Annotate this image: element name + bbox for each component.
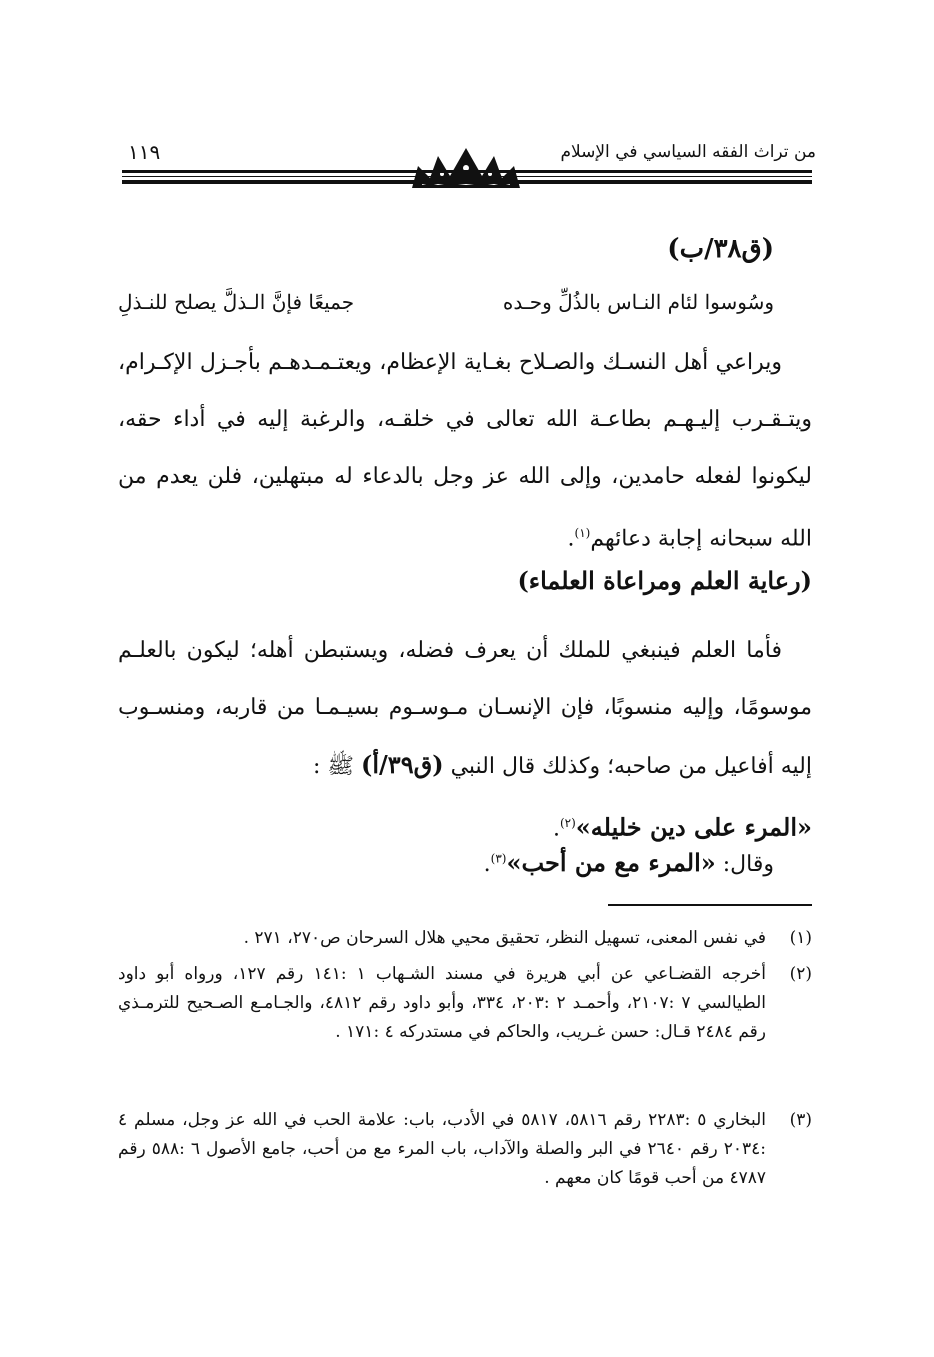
footnote-number: (٣) xyxy=(789,1110,812,1130)
paragraph-text: ويراعي أهل النسـك والصـلاح بغـاية الإعظام، ويعتـمـدهـم بأجـزل الإكـرام، ويتـقـرب إليـهـم بطاعـة الله تعالى في خلقـه، والرغبة إليه في أداء حقه، ليكونوا لفعله حامدين، وإلى الله عز وجل بالدعاء له مبتهلين، فلن يعدم من الله سبحانه إجابة دعائهم xyxy=(118,350,812,552)
paragraph-text: وقال: xyxy=(722,852,774,877)
footnote-ref: (٣) xyxy=(490,851,507,866)
section-heading: (رعاية العلم ومراعاة العلماء) xyxy=(517,566,812,595)
footnote-text: أخرجه القضـاعي عن أبي هريرة في مسند الشـهاب ١ :١٤١ رقم ١٢٧، ورواه أبو داود الطيالسي ٧ :٢١٠٧، وأحمـد ٢ :٢٠٣، ٣٣٤، وأبو داود رقم ٤٨١٢، والجـامـع الصـحيح للترمـذي رقم ٢٤٨٤ قـال: حسن غـريب، والحاكم في مستدركه ٤ :١٧١ . xyxy=(118,964,767,1042)
salutation: ﷺ : xyxy=(313,754,354,779)
header-rule-bottom xyxy=(122,180,812,184)
paragraph-end: . xyxy=(552,816,560,842)
footnote-separator xyxy=(608,904,812,906)
paragraph xyxy=(118,622,812,857)
footnote-number: (١) xyxy=(789,928,812,948)
paragraph xyxy=(484,848,774,877)
paragraph-text: فأما العلم فينبغي للملك أن يعرف فضله، ويستبطن أهله؛ ليكون بالعلـم موسومًا، وإليه منسوبًا، فإن الإنسـان مـوسـوم بسيـمـا من قاربه، ومنسـوب إليه أفاعيل من صاحبه؛ وكذلك قال النبي xyxy=(118,638,812,779)
page-number: ١١٩ xyxy=(128,140,161,164)
paragraph xyxy=(118,334,812,567)
footnote-ref: (١) xyxy=(574,526,591,540)
header-rule-top xyxy=(122,170,812,173)
paragraph-end: . xyxy=(483,852,491,877)
footnote xyxy=(118,924,812,953)
header-rule-thin xyxy=(122,176,812,177)
footnote-text: في نفس المعنى، تسهيل النظر، تحقيق محيي هلال السرحان ص٢٧٠، ٢٧١ . xyxy=(243,928,766,948)
crown-ornament-icon xyxy=(408,144,524,192)
footnote-text: البخاري ٥ :٢٢٨٣ رقم ٥٨١٦، ٥٨١٧ في الأدب، باب: علامة الحب في الله عز وجل، مسلم ٤ :٢٠٣٤ رقم ٢٦٤٠ في البر والصلة والآداب، باب المرء مع من أحب، جامع الأصول ٦ :٥٨٨ رقم ٤٧٨٧ من أحب قومًا كان معهم . xyxy=(118,1110,766,1188)
footnote-ref: (٢) xyxy=(559,816,576,830)
folio-marker: (ق٣٩/أ) xyxy=(361,750,444,779)
hadith-quote: «المرء مع من أحب» xyxy=(506,848,716,877)
verse-second-hemistich: جميعًا فإنَّ الـذلَّ يصلح للنـذلِ xyxy=(118,290,355,314)
paragraph-end: . xyxy=(567,526,575,552)
running-title: من تراث الفقه السياسي في الإسلام xyxy=(560,142,816,162)
footnote xyxy=(118,1106,812,1193)
folio-marker: (ق٣٨/ب) xyxy=(667,234,774,264)
footnote xyxy=(118,960,812,1047)
hadith-quote: «المرء على دين خليله» xyxy=(575,812,812,842)
footnote-number: (٢) xyxy=(789,964,812,984)
verse-first-hemistich: وسُوسوا لئام النـاس بالذُلِّ وحـده xyxy=(502,290,774,314)
